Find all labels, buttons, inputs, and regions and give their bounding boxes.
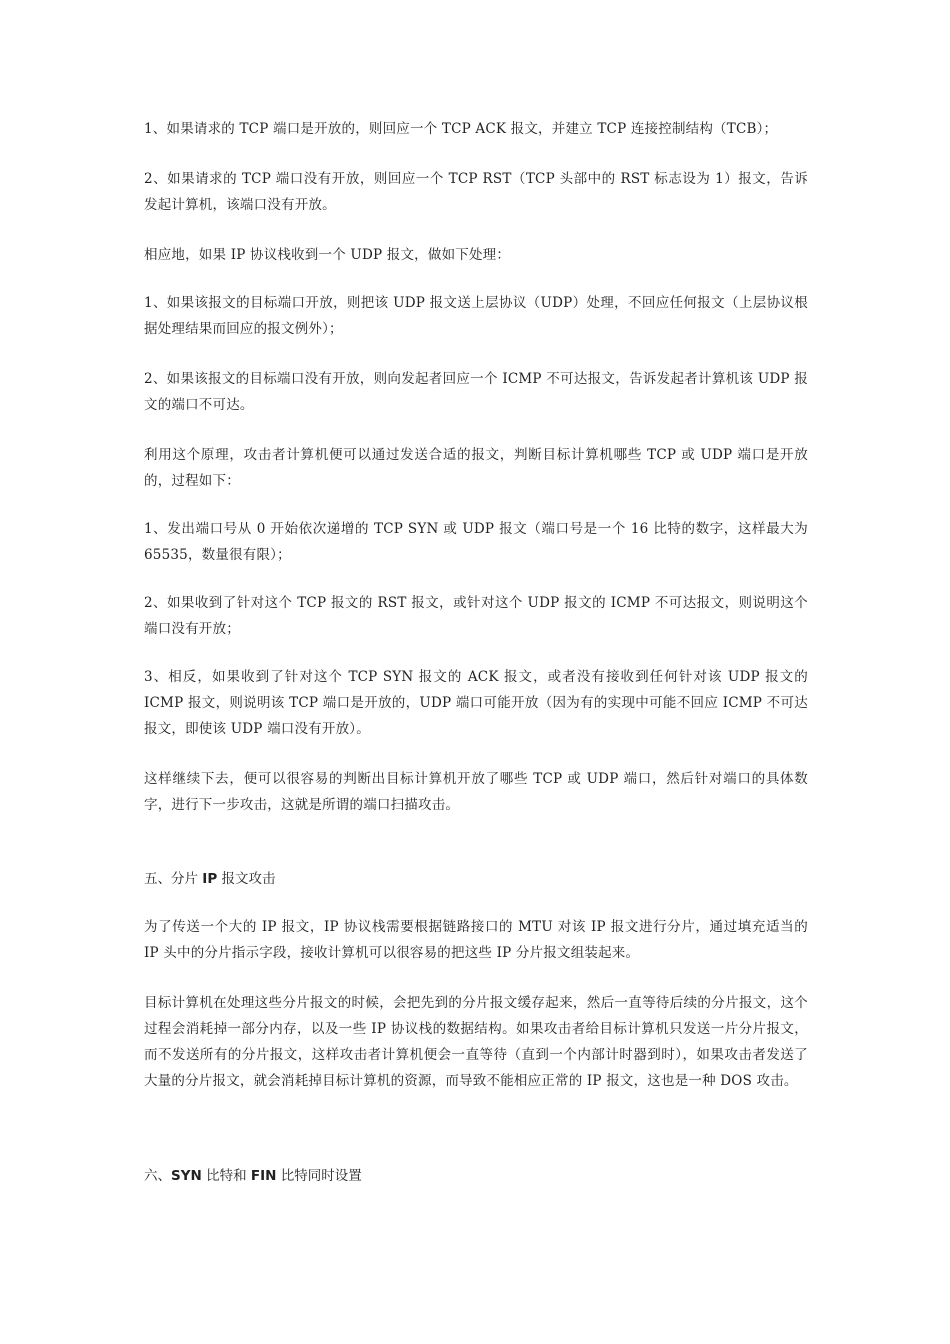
paragraph-step-1: 1、发出端口号从 0 开始依次递增的 TCP SYN 或 UDP 报文（端口号是一个 16 比特的数字，这样最大为 65535，数量很有限）； [144, 521, 808, 563]
heading-bold-text: SYN [171, 1168, 202, 1184]
paragraph-step-2: 2、如果收到了针对这个 TCP 报文的 RST 报文，或针对这个 UDP 报文的 ICMP 不可达报文，则说明这个端口没有开放； [144, 595, 808, 637]
section-heading-6 [144, 1163, 808, 1189]
heading-text: 五、分片 [144, 871, 203, 887]
section-heading-5 [144, 866, 808, 892]
heading-bold-text: IP [202, 871, 218, 887]
heading-text: 比特和 [201, 1168, 251, 1184]
paragraph-fragment-attack: 目标计算机在处理这些分片报文的时候，会把先到的分片报文缓存起来，然后一直等待后续的分片报文，这个过程会消耗掉一部分内存，以及一些 IP 协议栈的数据结构。如果攻击者给目标计算机只发送一片分片报文，而不发送所有的分片报文，这样攻击者计算机便会一直等待（直到一个内部计时器到时），如果攻击者发送了大量的分片报文，就会消耗掉目标计算机的资源，而导致不能相应正常的 IP 报文，这也是一种 DOS 攻击。 [144, 995, 808, 1089]
paragraph-tcp-open: 1、如果请求的 TCP 端口是开放的，则回应一个 TCP ACK 报文，并建立 TCP 连接控制结构（TCB）； [144, 121, 778, 137]
heading-text: 比特同时设置 [276, 1168, 362, 1184]
heading-text: 六、 [144, 1168, 171, 1184]
paragraph-fragmentation: 为了传送一个大的 IP 报文，IP 协议栈需要根据链路接口的 MTU 对该 IP 报文进行分片，通过填充适当的 IP 头中的分片指示字段，接收计算机可以很容易的把这些 IP 分片报文组装起来。 [144, 919, 808, 961]
paragraph-udp-open: 1、如果该报文的目标端口开放，则把该 UDP 报文送上层协议（UDP）处理，不回应任何报文（上层协议根据处理结果而回应的报文例外）； [144, 295, 808, 337]
paragraph-step-3: 3、相反，如果收到了针对这个 TCP SYN 报文的 ACK 报文，或者没有接收到任何针对该 UDP 报文的 ICMP 报文，则说明该 TCP 端口是开放的，UDP 端口可能开放（因为有的实现中可能不回应 ICMP 不可达报文，即使该 UDP 端口没有开放）。 [144, 669, 808, 737]
paragraph-udp-intro: 相应地，如果 IP 协议栈收到一个 UDP 报文，做如下处理： [144, 247, 511, 263]
paragraph-principle: 利用这个原理，攻击者计算机便可以通过发送合适的报文，判断目标计算机哪些 TCP 或 UDP 端口是开放的，过程如下： [144, 447, 808, 489]
heading-text: 报文攻击 [217, 871, 276, 887]
heading-bold-text: FIN [250, 1168, 277, 1184]
paragraph-udp-closed: 2、如果该报文的目标端口没有开放，则向发起者回应一个 ICMP 不可达报文，告诉发起者计算机该 UDP 报文的端口不可达。 [144, 371, 808, 413]
paragraph-port-scan: 这样继续下去，便可以很容易的判断出目标计算机开放了哪些 TCP 或 UDP 端口，然后针对端口的具体数字，进行下一步攻击，这就是所谓的端口扫描攻击。 [144, 771, 808, 813]
paragraph-tcp-closed: 2、如果请求的 TCP 端口没有开放，则回应一个 TCP RST（TCP 头部中的 RST 标志设为 1）报文，告诉发起计算机，该端口没有开放。 [144, 171, 808, 213]
